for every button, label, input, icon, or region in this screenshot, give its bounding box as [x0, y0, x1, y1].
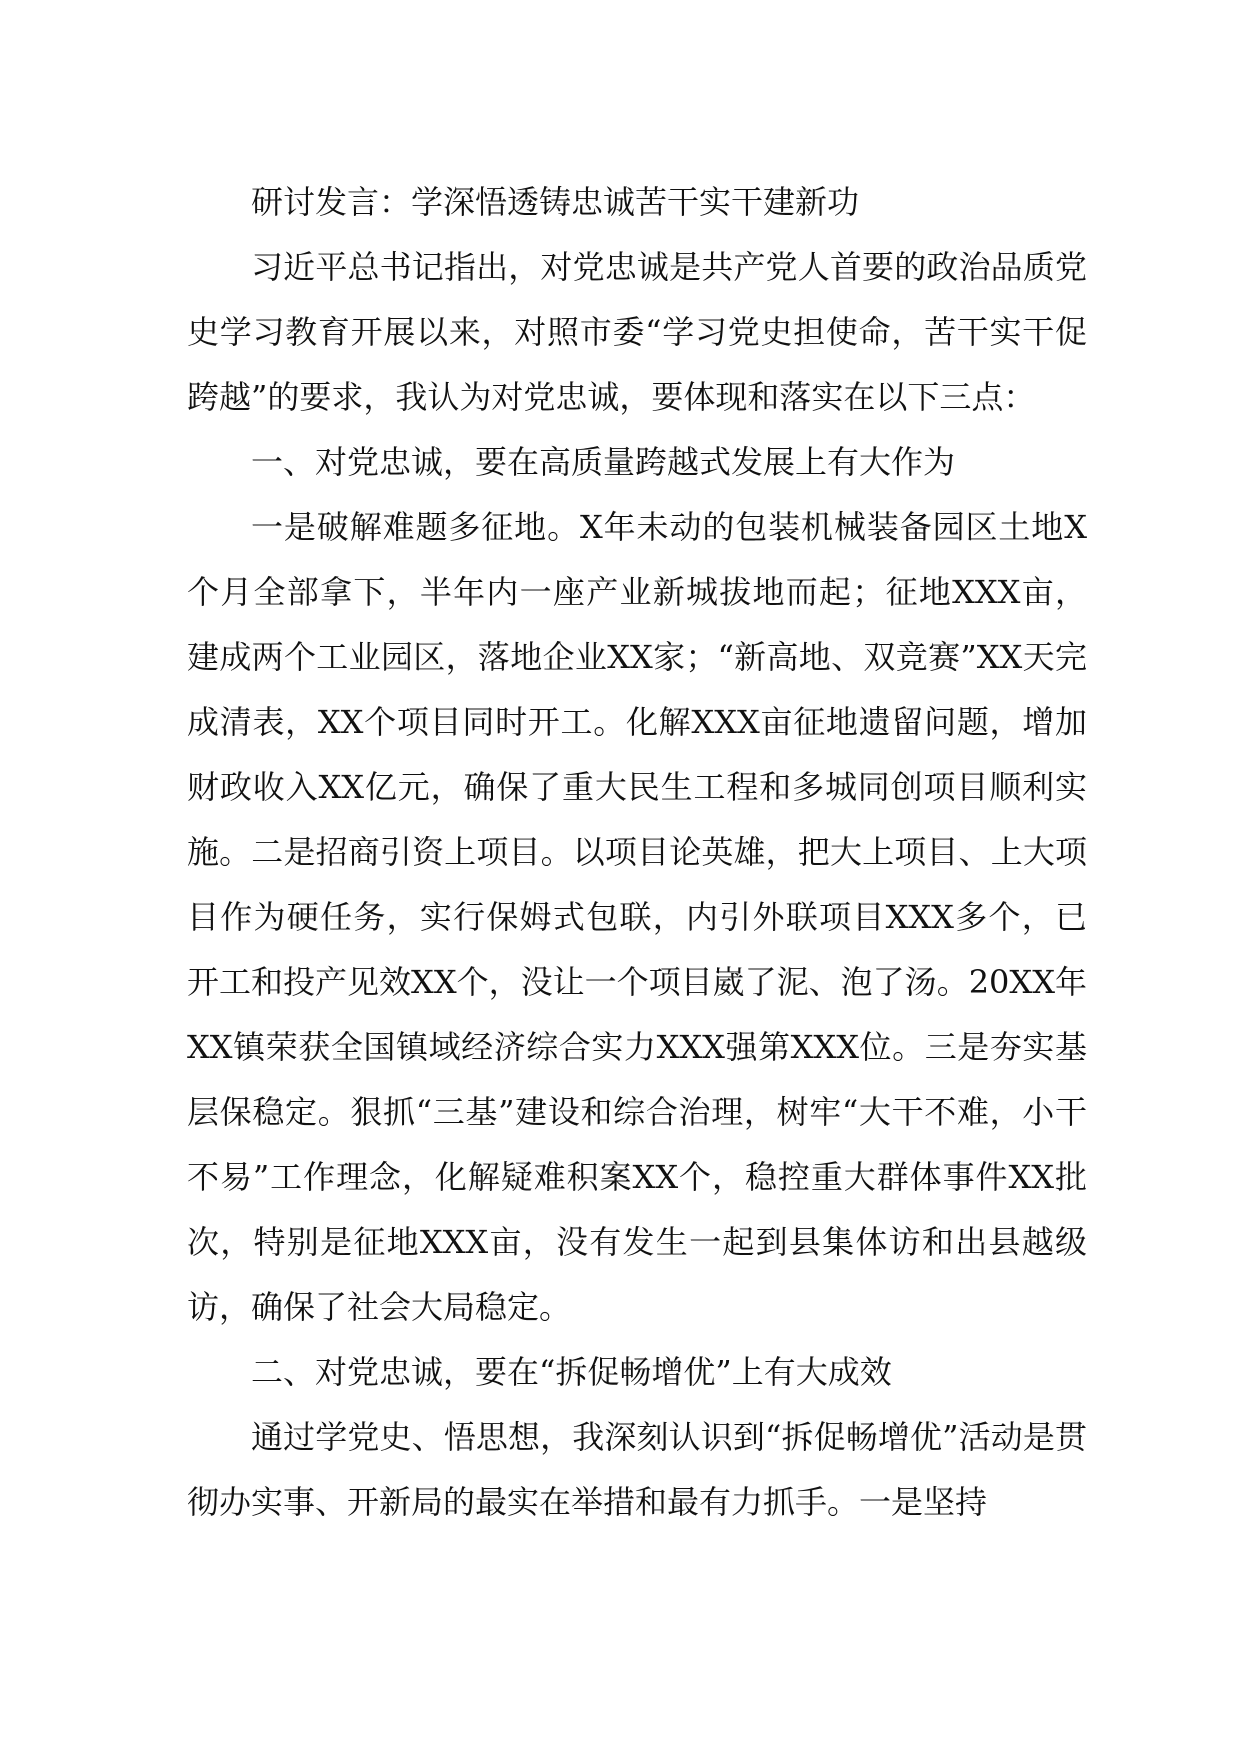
section-heading-1: 一、对党忠诚，要在高质量跨越式发展上有大作为 — [251, 443, 956, 481]
document-title: 研讨发言：学深悟透铸忠诚苦干实干建新功 — [251, 183, 860, 221]
paragraph-section-2: 通过学党史、悟思想，我深刻认识到“拆促畅增优”活动是贯彻办实事、开新局的最实在举措和最有力抓手。一是坚持 — [187, 1418, 1087, 1521]
paragraph-section-1: 一是破解难题多征地。X年未动的包装机械装备园区土地X个月全部拿下，半年内一座产业新城拔地而起；征地XXX亩，建成两个工业园区，落地企业XX家；“新高地、双竞赛”XX天完成清表，XX个项目同时开工。化解XXX亩征地遗留问题，增加财政收入XX亿元，确保了重大民生工程和多城同创项目顺利实施。二是招商引资上项目。以项目论英雄，把大上项目、上大项目作为硬任务，实行保姆式包联，内引外联项目XXX多个，已开工和投产见效XX个，没让一个项目崴了泥、泡了汤。20XX年XX镇荣获全国镇域经济综合实力XXX强第XXX位。三是夯实基层保稳定。狠抓“三基”建设和综合治理，树牢“大干不难，小干不易”工作理念，化解疑难积案XX个，稳控重大群体事件XX批次，特别是征地XXX亩，没有发生一起到县集体访和出县越级访，确保了社会大局稳定。 — [187, 508, 1087, 1326]
paragraph-intro: 习近平总书记指出，对党忠诚是共产党人首要的政治品质党史学习教育开展以来，对照市委“学习党史担使命，苦干实干促跨越”的要求，我认为对党忠诚，要体现和落实在以下三点： — [187, 248, 1087, 416]
section-heading-2: 二、对党忠诚，要在“拆促畅增优”上有大成效 — [251, 1353, 892, 1391]
document-body — [187, 170, 1087, 1535]
